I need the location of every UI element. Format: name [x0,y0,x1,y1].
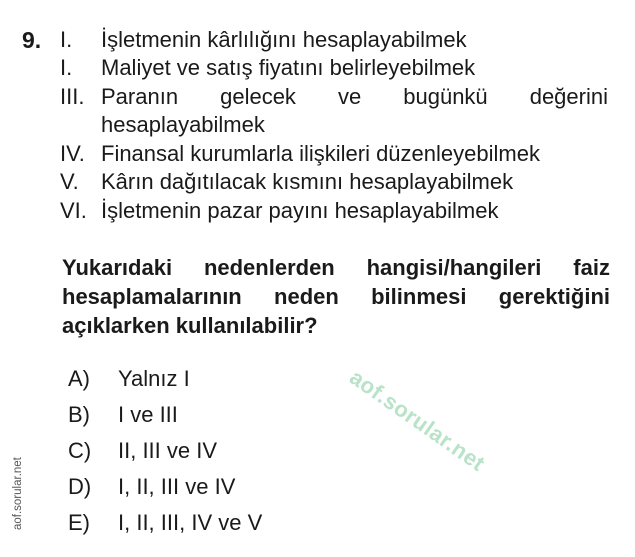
word: nedenlerden [203,255,335,280]
option-letter: E) [68,510,90,535]
watermark-side: aof.sorular.net [12,457,24,530]
statement-3-continuation: hesaplayabilmek [101,112,265,137]
statement-text: İşletmenin pazar payını hesaplayabilmek [101,198,499,223]
question-prompt-line-2 [62,283,610,311]
option-text: II, III ve IV [118,438,218,463]
statement-numeral: I. [60,27,73,52]
statement-numeral: VI. [60,198,87,223]
word: gerektiğini [498,284,610,309]
watermark-diagonal: aof.sorular.net [345,364,490,477]
statement-text: Maliyet ve satış fiyatını belirleyebilmek [101,55,476,80]
statement-numeral: IV. [60,141,85,166]
option-text: I, II, III ve IV [118,474,236,499]
option-letter: C) [68,438,92,463]
statement-text: İşletmenin kârlılığını hesaplayabilmek [101,27,467,52]
option-letter: B) [68,402,90,427]
option-text: Yalnız I [118,366,190,391]
word: değerini [529,84,608,109]
word: Yukarıdaki [62,255,173,280]
word: Paranın [101,84,179,109]
word: neden [274,284,339,309]
word: bilinmesi [371,284,467,309]
option-letter: A) [68,366,90,391]
statement-numeral: III. [60,84,85,109]
option-letter: D) [68,474,92,499]
word: hangisi/hangileri [366,255,542,280]
question-number: 9. [22,27,42,53]
statement-text: Kârın dağıtılacak kısmını hesaplayabilmek [101,169,514,194]
option-text: I ve III [118,402,178,427]
question-prompt-line-1 [62,254,610,282]
statement-numeral: V. [60,169,79,194]
word: gelecek [220,84,296,109]
statement-text [101,83,608,111]
word: faiz [573,255,610,280]
word: bugünkü [403,84,488,109]
word: hesaplamalarının [62,284,242,309]
option-text: I, II, III, IV ve V [118,510,263,535]
question-prompt-line-3: açıklarken kullanılabilir? [62,313,318,338]
statement-text: Finansal kurumlarla ilişkileri düzenleyebilmek [101,141,540,166]
statement-numeral: I. [60,55,73,80]
word: ve [337,84,362,109]
